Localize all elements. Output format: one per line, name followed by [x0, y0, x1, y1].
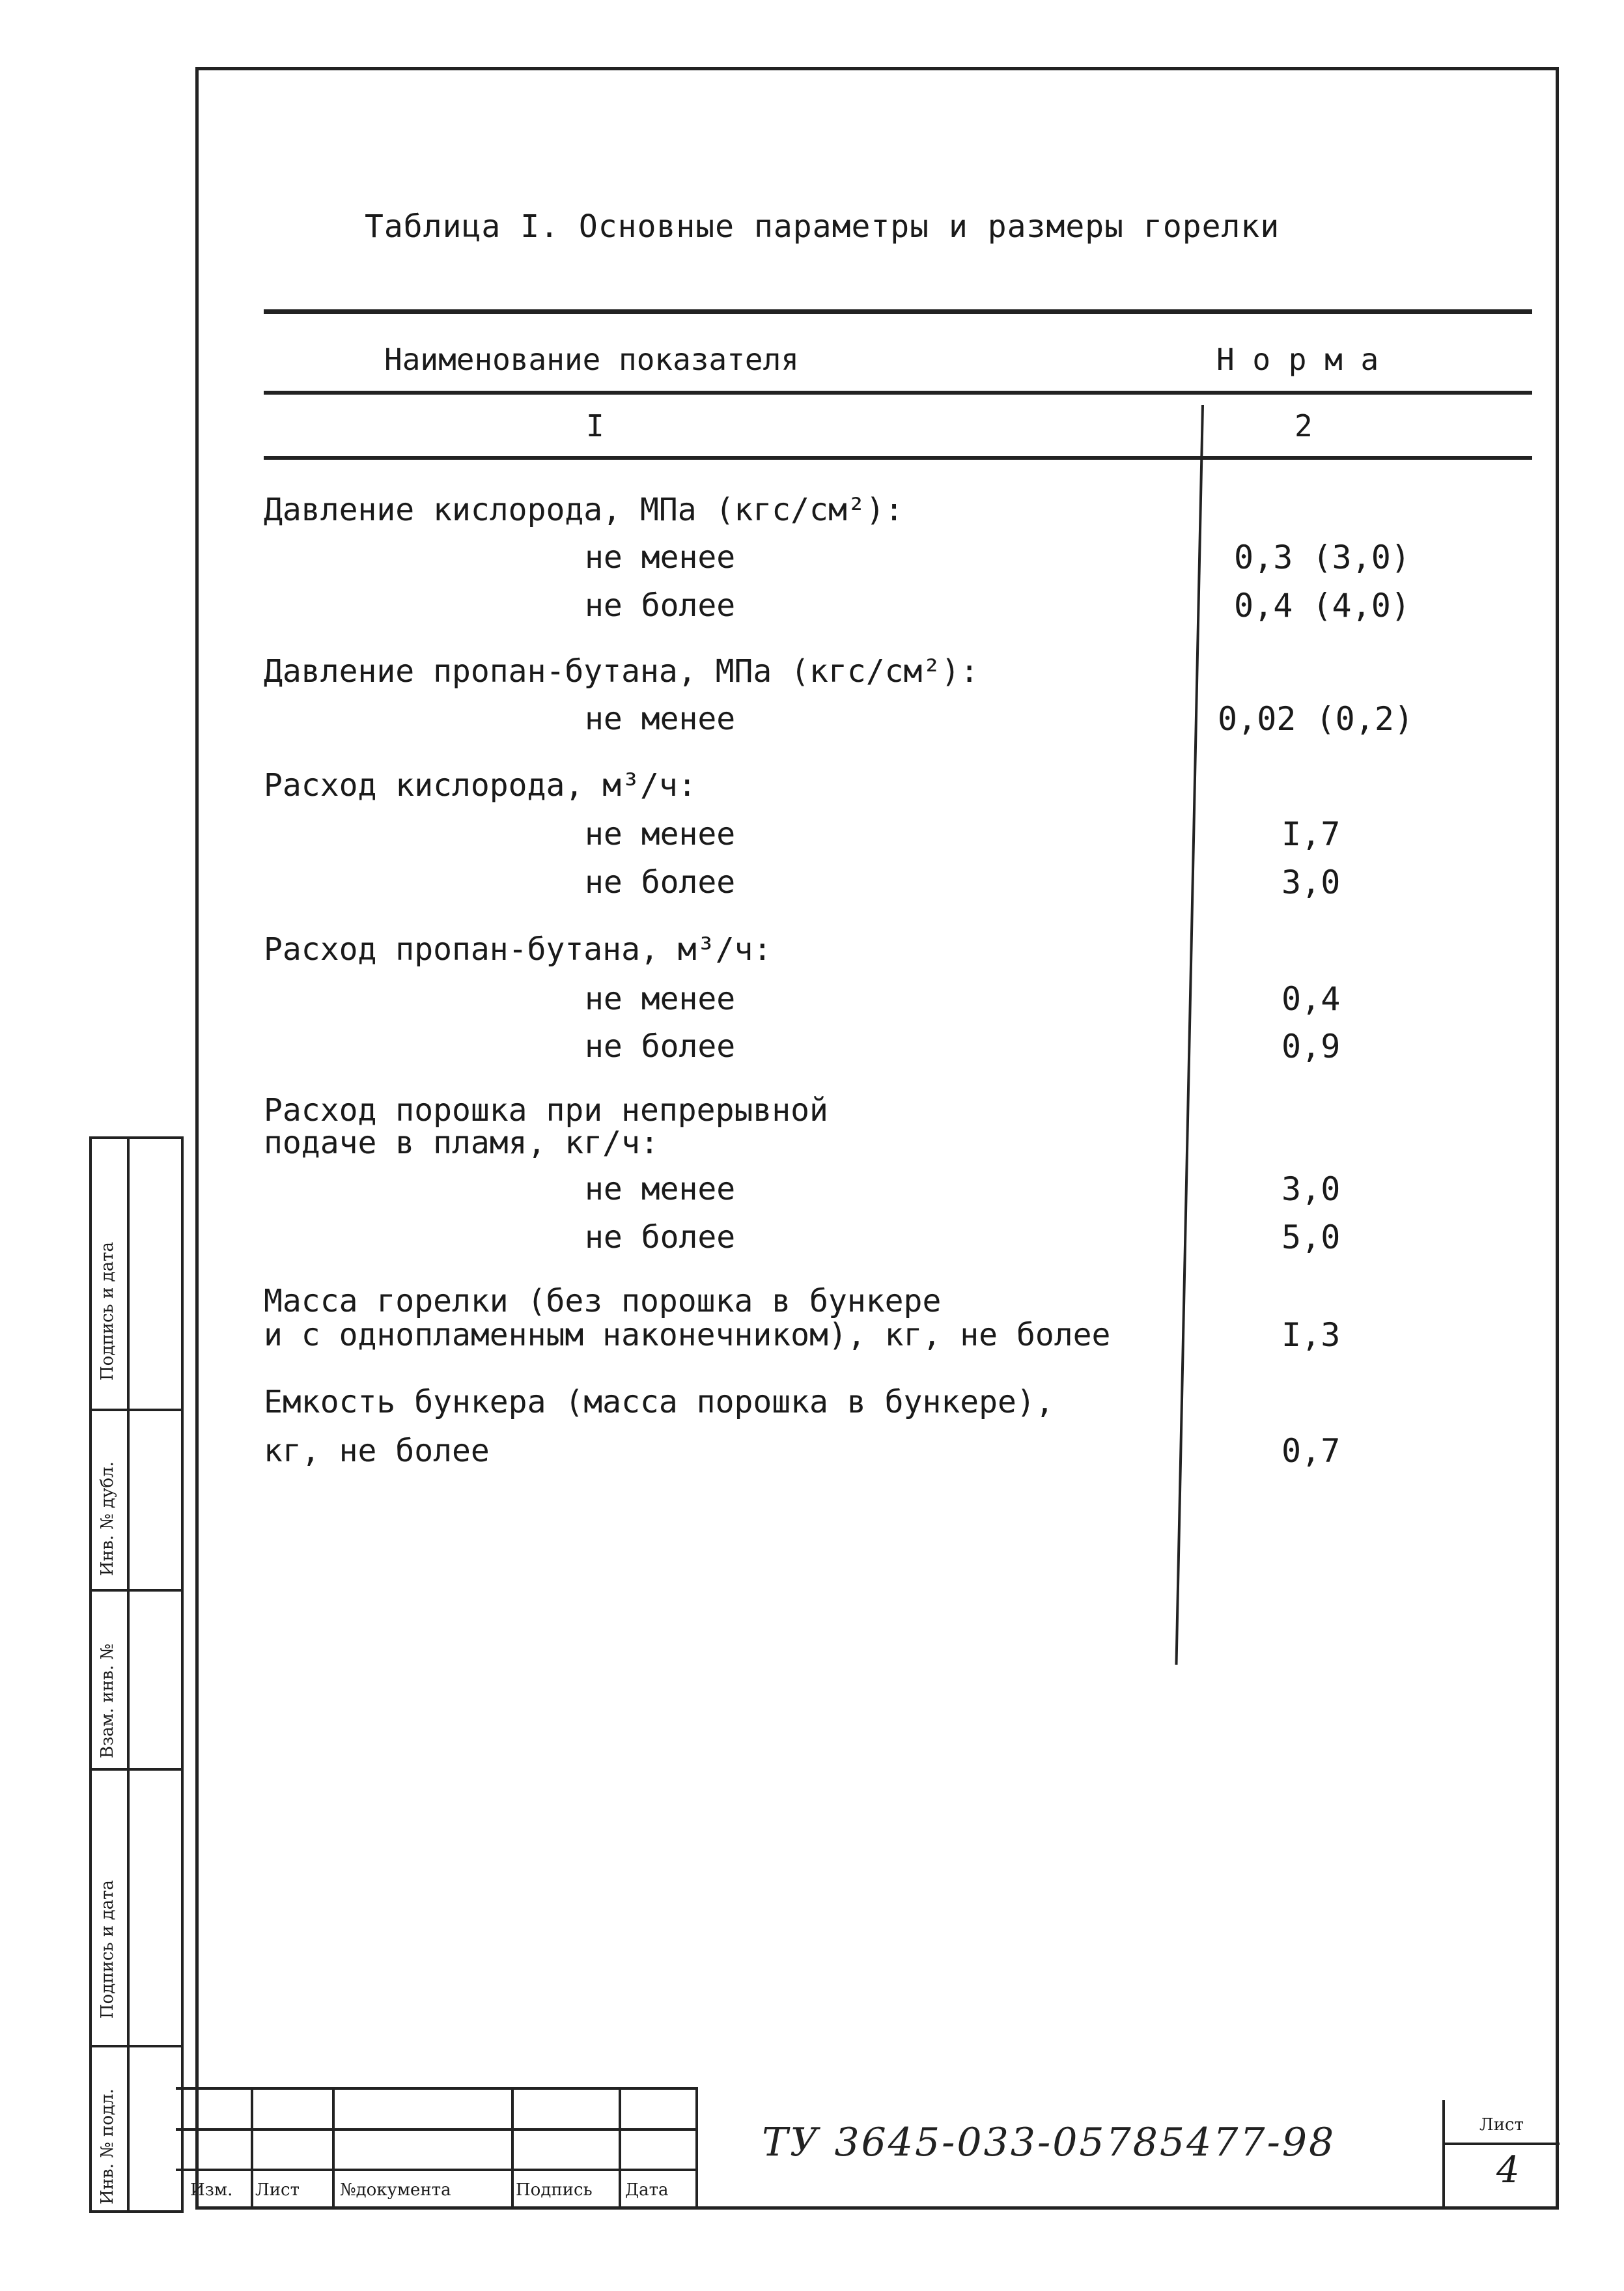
propane-flow-min-label: не менее	[585, 981, 736, 1017]
margin-strip-sep-4	[89, 2045, 184, 2047]
hopper-label-line1: Емкость бункера (масса порошка в бункере),	[264, 1384, 1054, 1420]
mass-value: I,3	[1281, 1316, 1341, 1354]
table-title: Таблица I. Основные параметры и размеры горелки	[365, 208, 1280, 245]
powder-flow-max-label: не более	[585, 1219, 736, 1256]
oxygen-flow-min-label: не менее	[585, 816, 736, 852]
margin-strip-sep-3	[89, 1768, 184, 1771]
tb-col-1	[251, 2087, 253, 2210]
tb-ndok: №документа	[340, 2180, 451, 2200]
tb-data: Дата	[625, 2180, 669, 2200]
oxygen-pressure-min-value: 0,3 (3,0)	[1234, 539, 1410, 576]
margin-label-inv-podl: Инв. № подл.	[98, 2088, 117, 2204]
oxygen-flow-max-value: 3,0	[1281, 864, 1341, 901]
tb-podpis: Подпись	[516, 2180, 593, 2200]
tb-list: Лист	[255, 2180, 300, 2200]
powder-flow-label-line1: Расход порошка при непрерывной	[264, 1092, 828, 1129]
hopper-value: 0,7	[1281, 1432, 1341, 1470]
oxygen-pressure-min-label: не менее	[585, 539, 736, 576]
document-number: ТУ 3645-033-05785477-98	[762, 2120, 1336, 2165]
propane-flow-max-value: 0,9	[1281, 1028, 1341, 1065]
margin-strip-sep-2	[89, 1589, 184, 1592]
tb-col-2	[332, 2087, 335, 2210]
tb-col-4	[619, 2087, 621, 2210]
margin-label-inv-dubl: Инв. № дубл.	[98, 1461, 117, 1576]
tb-col-5	[695, 2087, 698, 2210]
oxygen-flow-min-value: I,7	[1281, 815, 1341, 853]
propane-pressure-label: Давление пропан-бутана, МПа (кгс/см²):	[264, 653, 979, 690]
tb-sheet-label: Лист	[1479, 2115, 1524, 2135]
propane-flow-max-label: не более	[585, 1028, 736, 1065]
propane-flow-min-value: 0,4	[1281, 980, 1341, 1018]
propane-pressure-min-value: 0,02 (0,2)	[1218, 700, 1414, 738]
colnum-1: I	[586, 408, 604, 443]
titleblock-sheet-rule	[1442, 2143, 1560, 2145]
margin-label-vzam-inv: Взам. инв. №	[98, 1644, 117, 1758]
colnum-2: 2	[1295, 408, 1313, 443]
oxygen-flow-label: Расход кислорода, м³/ч:	[264, 767, 697, 804]
table-colnum-rule	[264, 456, 1532, 460]
header-norm: Н о р м а	[1216, 342, 1379, 377]
tb-col-6	[1442, 2100, 1445, 2210]
mass-label-line2: и с однопламенным наконечником), кг, не более	[264, 1317, 1111, 1353]
margin-label-podpis-data-1: Подпись и дата	[98, 1242, 117, 1381]
sheet-number: 4	[1496, 2149, 1520, 2191]
oxygen-pressure-label: Давление кислорода, МПа (кгс/см²):	[264, 492, 904, 528]
hopper-label-line2: кг, не более	[264, 1433, 490, 1469]
powder-flow-min-value: 3,0	[1281, 1170, 1341, 1208]
powder-flow-label-line2: подаче в пламя, кг/ч:	[264, 1125, 659, 1161]
tb-izm: Изм.	[190, 2180, 233, 2200]
powder-flow-max-value: 5,0	[1281, 1218, 1341, 1256]
powder-flow-min-label: не менее	[585, 1171, 736, 1207]
oxygen-pressure-max-value: 0,4 (4,0)	[1234, 587, 1410, 625]
margin-strip-divider	[127, 1136, 130, 2213]
propane-pressure-min-label: не менее	[585, 701, 736, 737]
table-header-rule	[264, 391, 1532, 395]
mass-label-line1: Масса горелки (без порошка в бункере	[264, 1283, 942, 1319]
table-top-rule	[264, 309, 1532, 314]
propane-flow-label: Расход пропан-бутана, м³/ч:	[264, 931, 772, 968]
margin-label-podpis-data-2: Подпись и дата	[98, 1880, 117, 2019]
tb-col-3	[511, 2087, 514, 2210]
header-indicator-name: Наименование показателя	[384, 342, 799, 377]
oxygen-flow-max-label: не более	[585, 864, 736, 901]
oxygen-pressure-max-label: не более	[585, 587, 736, 624]
margin-strip-sep-1	[89, 1409, 184, 1411]
